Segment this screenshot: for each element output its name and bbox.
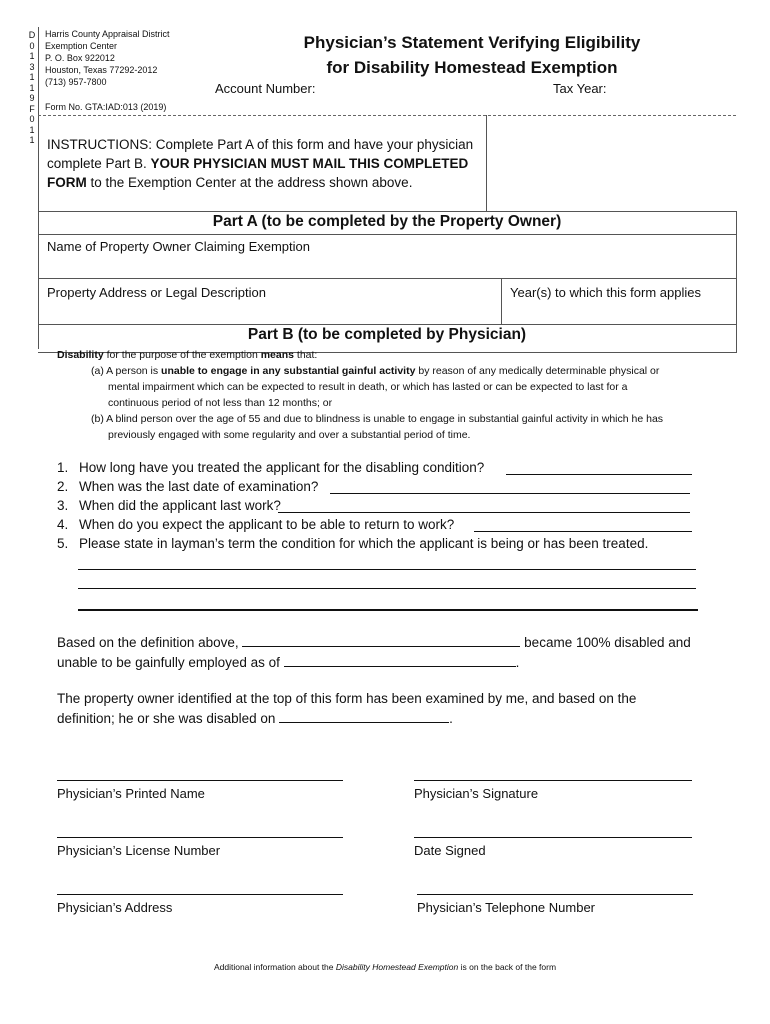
def-term: Disability [57, 349, 104, 361]
disability-definition [57, 347, 737, 443]
question-5 [57, 534, 648, 553]
disabled-on-blank[interactable] [279, 708, 449, 723]
stmt-text: . [449, 711, 453, 726]
tax-year-label: Tax Year: [553, 81, 607, 96]
stmt-text: unable to be gainfully employed as of [57, 655, 280, 670]
form-number: Form No. GTA:IAD:013 (2019) [45, 102, 167, 112]
q-text: Please state in layman’s term the condition for which the applicant is being or has been treated. [79, 536, 649, 551]
signature-label: Physician’s Signature [414, 786, 539, 801]
stmt-text: The property owner identified at the top of this form has been examined by me, and based on the [57, 691, 637, 706]
footer-note [0, 962, 770, 972]
answer-3-line[interactable] [278, 512, 690, 513]
part-a-heading-rule [38, 234, 736, 235]
q-num: 2. [57, 479, 69, 494]
question-4 [57, 515, 454, 534]
title-line: Physician’s Statement Verifying Eligibility [303, 33, 641, 52]
q-num: 1. [57, 460, 69, 475]
instructions-divider [486, 115, 487, 211]
license-number-line[interactable] [57, 837, 343, 838]
agency-city: Houston, Texas 77292-2012 [45, 65, 158, 75]
date-signed-line[interactable] [414, 837, 692, 838]
instructions-text [47, 135, 479, 192]
code-char: 3 [29, 61, 35, 72]
stmt-text: definition; he or she was disabled on [57, 711, 276, 726]
code-char: 0 [29, 40, 35, 51]
question-1 [57, 458, 484, 477]
footer-italic: Disability Homestead Exemption [335, 962, 459, 972]
def-a-text: continuous period of not less than 12 months; or [108, 397, 333, 409]
def-b-text: previously engaged with some regularity and over a substantial period of time. [108, 429, 471, 441]
physician-address-label: Physician’s Address [57, 900, 173, 915]
agency-dept: Exemption Center [45, 41, 118, 51]
telephone-label: Physician’s Telephone Number [417, 900, 596, 915]
header-divider [38, 115, 736, 116]
instructions-emphasis: YOUR PHYSICIAN MUST MAIL THIS COMPLETED FORM [47, 156, 469, 190]
agency-phone: (713) 957-7800 [45, 77, 107, 87]
physician-address-line[interactable] [57, 894, 343, 895]
part-b-top-rule [38, 324, 736, 325]
def-a-text: by reason of any medically determinable physical or [415, 365, 660, 377]
title-line: for Disability Homestead Exemption [326, 58, 618, 77]
question-3 [57, 496, 281, 515]
code-char: F [29, 103, 35, 114]
code-char: 0 [29, 114, 35, 124]
agency-address-block [45, 28, 170, 88]
answer-5-line-3[interactable] [78, 609, 698, 611]
answer-1-line[interactable] [506, 474, 692, 475]
code-char: 1 [29, 72, 35, 82]
address-years-divider [501, 278, 502, 324]
agency-name: Harris County Appraisal District [45, 29, 170, 39]
answer-4-line[interactable] [474, 531, 692, 532]
def-text: that: [293, 349, 318, 361]
signature-line[interactable] [414, 780, 692, 781]
license-number-label: Physician’s License Number [57, 843, 221, 858]
instructions-part: INSTRUCTIONS: Complete Part A of this form and have your physician complete Part B. [47, 137, 474, 171]
stmt-text: . [515, 655, 520, 670]
agency-box: P. O. Box 922012 [45, 53, 115, 63]
def-a-text: mental impairment which can be expected to result in death, or which has lasted or can be expected to last for a [108, 381, 628, 393]
stmt-text: became 100% disabled and [524, 635, 691, 650]
code-char: 1 [29, 82, 35, 93]
years-applies-field[interactable]: Year(s) to which this form applies [510, 285, 701, 300]
q-text: When was the last date of examination? [79, 479, 319, 494]
def-a-emphasis: unable to engage in any substantial gainful activity [161, 365, 416, 377]
footer-text: is on the back of the form [458, 962, 557, 972]
answer-5-line-1[interactable] [78, 569, 696, 570]
printed-name-label: Physician’s Printed Name [57, 786, 205, 801]
form-vertical-code [27, 30, 37, 146]
def-means: means [260, 349, 294, 361]
code-char: D [28, 30, 36, 40]
code-char: 9 [29, 93, 35, 103]
disabled-person-blank[interactable] [242, 632, 520, 647]
q-num: 4. [57, 517, 69, 532]
part-b-heading: Part B (to be completed by Physician) [247, 326, 527, 343]
instructions-part: to the Exemption Center at the address shown above. [86, 175, 413, 190]
code-char: 1 [29, 135, 35, 145]
disabled-date-blank[interactable] [284, 652, 516, 667]
printed-name-line[interactable] [57, 780, 343, 781]
part-a-heading: Part A (to be completed by the Property Owner) [212, 213, 562, 230]
q-num: 5. [57, 536, 69, 551]
owner-field-rule [38, 278, 736, 279]
def-b-text: (b) A blind person over the age of 55 and due to blindness is unable to engage in substantial gainful activity in which he has [91, 413, 664, 425]
code-char: 1 [29, 51, 35, 61]
answer-2-line[interactable] [330, 493, 690, 494]
q-text: When did the applicant last work? [79, 498, 281, 513]
def-a-text: (a) A person is [91, 365, 162, 377]
def-text: for the purpose of the exemption [103, 349, 261, 361]
account-number-label: Account Number: [215, 81, 316, 96]
code-char: 1 [29, 124, 35, 135]
q-num: 3. [57, 498, 69, 513]
answer-5-line-2[interactable] [78, 588, 696, 589]
examination-statement [57, 689, 747, 728]
q-text: When do you expect the applicant to be able to return to work? [79, 517, 455, 532]
q-text: How long have you treated the applicant for the disabling condition? [79, 460, 485, 475]
form-title [208, 30, 736, 80]
disability-statement [57, 632, 747, 672]
property-address-field[interactable]: Property Address or Legal Description [47, 285, 266, 300]
date-signed-label: Date Signed [414, 843, 486, 858]
question-2 [57, 477, 318, 496]
footer-text: Additional information about the [213, 962, 336, 972]
owner-name-field[interactable]: Name of Property Owner Claiming Exemption [47, 239, 310, 254]
stmt-text: Based on the definition above, [57, 635, 239, 650]
telephone-line[interactable] [417, 894, 693, 895]
